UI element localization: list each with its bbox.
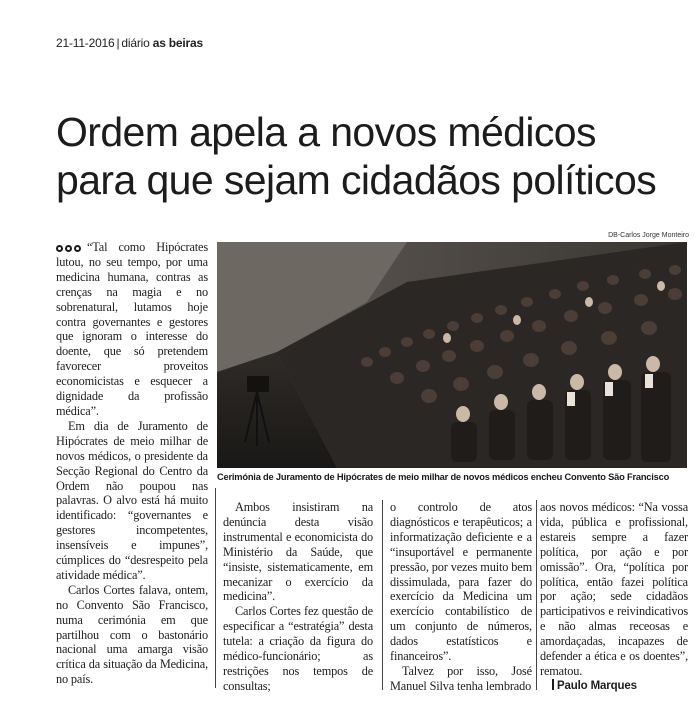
headline-line-1: Ordem apela a novos médicos bbox=[56, 109, 596, 155]
newspaper-brand: as beiras bbox=[152, 36, 203, 50]
byline-bar bbox=[552, 679, 554, 690]
article-paragraph bbox=[56, 240, 208, 419]
section-bullets-icon bbox=[56, 240, 83, 255]
column-divider bbox=[382, 500, 383, 690]
article-paragraph: Ambos insistiram na denúncia desta visão instrumental e economicista do Ministério da Saúde, que “insiste, sistematicamente, em mecanizar o exercício da medicina”. bbox=[223, 500, 373, 604]
newspaper-label: diário bbox=[121, 36, 150, 50]
column-divider bbox=[536, 500, 537, 690]
article-paragraph: aos novos médicos: “Na vossa vida, pública e profissional, estareis sempre a fazer política, por ação e por omissão”. Ora, “política por política, então fazei política por ação; sede cidadãos participativos e reivindicativos e não almas receosas e amordaçadas, incapazes de defender a ética e os doentes”, rematou. bbox=[540, 500, 688, 678]
article-paragraph: o controlo de atos diagnósticos e terapêuticos; a informatização deficiente e a “insuportável e permanente pressão, por vezes muito bem dissimulada, para fazer do exercício da Medicina um exercício contabilístico de um conjunto de números, dados estatísticos e financeiros”. bbox=[390, 500, 532, 664]
headline bbox=[56, 108, 686, 204]
page-header bbox=[56, 36, 203, 50]
article-paragraph: Carlos Cortes falava, ontem, no Convento São Francisco, numa cerimónia em que partilhou com o bastonário nacional uma amarga visão crítica da situação da Medicina, no país. bbox=[56, 582, 208, 687]
lead-quote: “Tal como Hipócrates lutou, no seu tempo, por uma medicina humana, contras as crenças na magia e no sobrenatural, lutamos hoje contra governantes e gestores que ignoram o interesse do doente, que só pretendem favorecer proveitos economicistas e esquecer a dignidade da profissão médica”. bbox=[56, 240, 208, 418]
article-column-3 bbox=[390, 500, 532, 694]
article-column-2 bbox=[223, 500, 373, 694]
article-column-1 bbox=[56, 240, 208, 687]
article-paragraph: Carlos Cortes fez questão de especificar a “estratégia” desta tutela: a criação da figura do médico-funcionário; as restrições nos tempos de consultas; bbox=[223, 604, 373, 693]
article-paragraph: Em dia de Juramento de Hipócrates de meio milhar de novos médicos, o presidente da Secção Regional do Centro da Ordem não poupou nas palavras. O alvo está há muito identificado: “governantes e gestores incompetentes, insensíveis e impunes”, cúmplices do “desrespeito pela atividade médica”. bbox=[56, 418, 208, 582]
article-paragraph: Talvez por isso, José Manuel Silva tenha lembrado bbox=[390, 663, 532, 693]
article-column-4 bbox=[540, 500, 688, 694]
photo-caption: Cerimónia de Juramento de Hipócrates de meio milhar de novos médicos encheu Convento São Francisco bbox=[217, 472, 670, 482]
author-name: Paulo Marques bbox=[557, 679, 637, 692]
header-separator: | bbox=[116, 36, 120, 50]
photo-credit: DB-Carlos Jorge Monteiro bbox=[608, 232, 689, 239]
column-divider bbox=[215, 488, 216, 688]
publication-date: 21-11-2016 bbox=[56, 36, 115, 50]
auditorium-audience-image bbox=[217, 242, 687, 468]
headline-line-2: para que sejam cidadãos políticos bbox=[56, 157, 657, 203]
author-byline bbox=[540, 679, 688, 694]
ceremony-photo bbox=[217, 242, 687, 468]
